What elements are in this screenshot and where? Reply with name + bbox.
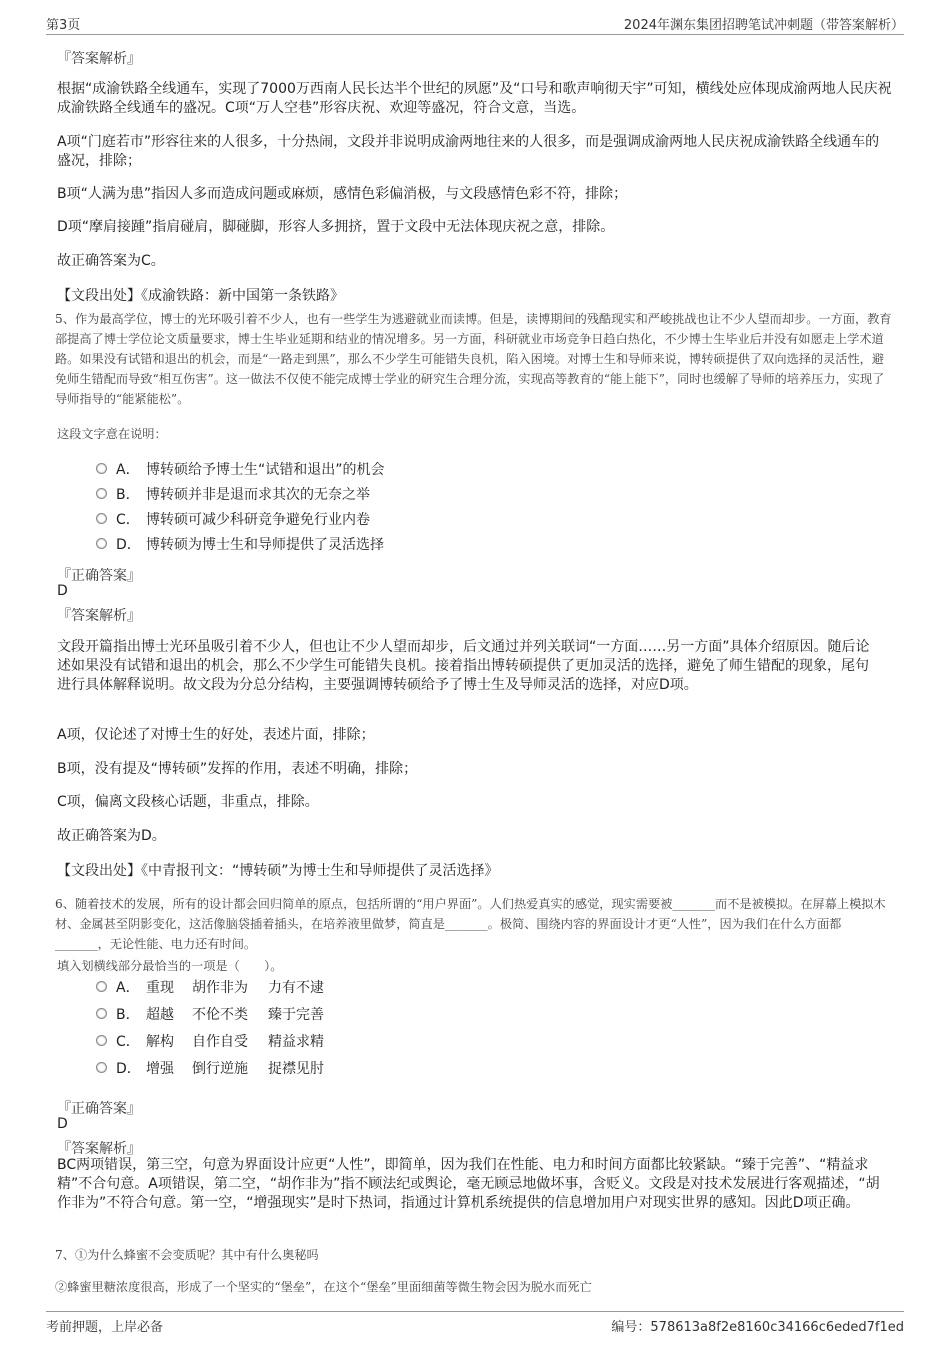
radio-icon[interactable] — [96, 981, 107, 992]
q4-option-b-analysis: B项“人满为患”指因人多而造成问题或麻烦，感情色彩偏消极，与文段感情色彩不符，排除； — [57, 186, 628, 202]
option-word-1: 超越 — [146, 1007, 174, 1023]
document-code: 编号：578613a8f2e8160c34166c6eded7f1ed — [611, 1320, 904, 1335]
q6-analysis-paragraph: BC两项错误，第三空，句意为界面设计应更“人性”，即简单，因为我们在性能、电力和时间方面都比较紧缺。“臻于完善”、“精益求精”不合句意。A项错误，第二空，“胡作非为”指不顾法纪或舆论，毫无顾忌地做坏事，含贬义。文段是对技术发展进行客观描述，“胡作非为”不符合句意。第一空，“增强现实”是时下热词，指通过计算机系统提供的信息增加用户对现实世界的感知。因此D项正确。 — [57, 1157, 880, 1211]
q6-correct-label: 『正确答案』 — [57, 1101, 141, 1117]
q4-option-d-analysis: D项“摩肩接踵”指肩碰肩，脚碰脚，形容人多拥挤，置于文段中无法体现庆祝之意，排除。 — [57, 219, 615, 235]
q4-analysis-label: 『答案解析』 — [57, 51, 141, 67]
option-word-2: 胡作非为 — [192, 980, 248, 996]
option-word-2: 倒行逆施 — [192, 1061, 248, 1077]
footer-slogan: 考前押题，上岸必备 — [46, 1320, 164, 1335]
q6-options — [96, 977, 696, 1085]
document-title: 2024年渊东集团招聘笔试冲刺题（带答案解析） — [623, 18, 904, 33]
option-letter: D． — [116, 1061, 141, 1077]
q4-analysis-paragraph: 根据“成渝铁路全线通车，实现了7000万西南人民长达半个世纪的夙愿”及“口号和歌声响彻天宇”可知，横线处应体现成渝两地人民庆祝成渝铁路全线通车的盛况。C项“万人空巷”形容庆祝、欢迎等盛况，符合文意，当选。 — [57, 81, 892, 116]
q6-option-b[interactable] — [96, 1004, 696, 1031]
radio-icon[interactable] — [96, 463, 107, 474]
q5-option-b[interactable] — [96, 484, 696, 509]
option-word-3: 力有不逮 — [268, 980, 324, 996]
q6-option-d[interactable] — [96, 1058, 696, 1085]
option-text: 博转硕并非是退而求其次的无奈之举 — [146, 487, 370, 503]
q5-option-a-analysis: A项，仅论述了对博士生的好处，表述片面，排除； — [57, 727, 375, 743]
option-word-2: 自作自受 — [192, 1034, 248, 1050]
option-word-1: 重现 — [146, 980, 174, 996]
q5-option-d[interactable] — [96, 534, 696, 559]
option-word-1: 解构 — [146, 1034, 174, 1050]
q5-source: 【文段出处】《中青报刊文：“博转硕”为博士生和导师提供了灵活选择》 — [57, 863, 499, 879]
option-word-1: 增强 — [146, 1061, 174, 1077]
q5-stem: 5、作为最高学位，博士的光环吸引着不少人，也有一些学生为逃避就业而读博。但是，读博期间的残酷现实和严峻挑战也让不少人望而却步。一方面，教育部提高了博士学位论文质量要求，博士生毕业延期和结业的情况增多。另一方面，科研就业市场竞争日趋白热化，不少博士生毕业后并没有如愿走上学术道路。如果没有试错和退出的机会，而是“一路走到黑”，那么不少学生可能错失良机，陷入困境。对博士生和导师来说，博转硕提供了双向选择的灵活性，避免师生错配而导致“相互伤害”。这一做法不仅使不能完成博士学业的研究生合理分流，实现高等教育的“能上能下”，同时也缓解了导师的培养压力，实现了导师指导的“能紧能松”。 — [55, 312, 892, 406]
radio-icon[interactable] — [96, 1035, 107, 1046]
q6-correct-answer: D — [57, 1116, 68, 1132]
q7-sentence-1: 7、①为什么蜂蜜不会变质呢？其中有什么奥秘吗 — [55, 1248, 319, 1262]
option-text: 博转硕给予博士生“试错和退出”的机会 — [146, 462, 385, 478]
q5-option-c-analysis: C项，偏离文段核心话题，非重点，排除。 — [57, 794, 319, 810]
q5-option-b-analysis: B项，没有提及“博转硕”发挥的作用，表述不明确，排除； — [57, 761, 418, 777]
q5-analysis-label: 『答案解析』 — [57, 608, 141, 624]
option-letter: B． — [116, 487, 140, 503]
q4-source: 【文段出处】《成渝铁路：新中国第一条铁路》 — [57, 288, 344, 304]
radio-icon[interactable] — [96, 488, 107, 499]
q6-question: 填入划横线部分最恰当的一项是（ ）。 — [57, 959, 283, 973]
q5-options — [96, 459, 696, 559]
q6-stem: 6、随着技术的发展，所有的设计都会回归简单的原点，包括所谓的“用户界面”。人们热爱真实的感觉，现实需要被_______而不是被模拟。在屏幕上模拟木材、金属甚至阴影变化，这活像脑袋插着插头，在培养液里做梦，简直是_______。极简、围绕内容的界面设计才更“人性”，因为我们在什么方面都_______，无论性能、电力还有时间。 — [55, 897, 886, 951]
radio-icon[interactable] — [96, 513, 107, 524]
q4-option-a-analysis: A项“门庭若市”形容往来的人很多，十分热闹，文段并非说明成渝两地往来的人很多，而是强调成渝两地人民庆祝成渝铁路全线通车的盛况，排除； — [57, 134, 880, 169]
option-word-2: 不伦不类 — [192, 1007, 248, 1023]
page-header — [46, 12, 904, 35]
q5-correct-label: 『正确答案』 — [57, 568, 141, 584]
option-word-3: 捉襟见肘 — [268, 1061, 324, 1077]
option-word-3: 精益求精 — [268, 1034, 324, 1050]
option-letter: C． — [116, 1034, 140, 1050]
radio-icon[interactable] — [96, 1062, 107, 1073]
q6-option-c[interactable] — [96, 1031, 696, 1058]
option-letter: B． — [116, 1007, 140, 1023]
q5-analysis-paragraph: 文段开篇指出博士光环虽吸引着不少人，但也让不少人望而却步，后文通过并列关联词“一方面……另一方面”具体介绍原因。随后论述如果没有试错和退出的机会，那么不少学生可能错失良机。接着指出博转硕提供了更加灵活的选择，避免了师生错配的现象，尾句进行具体解释说明。故文段为分总分结构，主要强调博转硕给予了博士生及导师灵活的选择，对应D项。 — [57, 639, 870, 693]
option-text: 博转硕可减少科研竞争避免行业内卷 — [146, 512, 370, 528]
option-text: 博转硕为博士生和导师提供了灵活选择 — [146, 537, 384, 553]
q5-question: 这段文字意在说明： — [57, 427, 167, 441]
q5-answer-line: 故正确答案为D。 — [57, 828, 166, 844]
page-number: 第3页 — [46, 18, 81, 33]
q4-answer-line: 故正确答案为C。 — [57, 253, 165, 269]
page-footer — [46, 1311, 904, 1336]
q5-correct-answer: D — [57, 583, 68, 599]
q6-option-a[interactable] — [96, 977, 696, 1004]
q7-sentence-2: ②蜂蜜里糖浓度很高，形成了一个坚实的“堡垒”，在这个“堡垒”里面细菌等微生物会因为脱水而死亡 — [55, 1280, 592, 1294]
q6-analysis-label: 『答案解析』 — [57, 1141, 141, 1157]
radio-icon[interactable] — [96, 538, 107, 549]
option-letter: D． — [116, 537, 141, 553]
option-word-3: 臻于完善 — [268, 1007, 324, 1023]
option-letter: C． — [116, 512, 140, 528]
option-letter: A． — [116, 980, 140, 996]
q5-option-a[interactable] — [96, 459, 696, 484]
radio-icon[interactable] — [96, 1008, 107, 1019]
option-letter: A． — [116, 462, 140, 478]
q5-option-c[interactable] — [96, 509, 696, 534]
